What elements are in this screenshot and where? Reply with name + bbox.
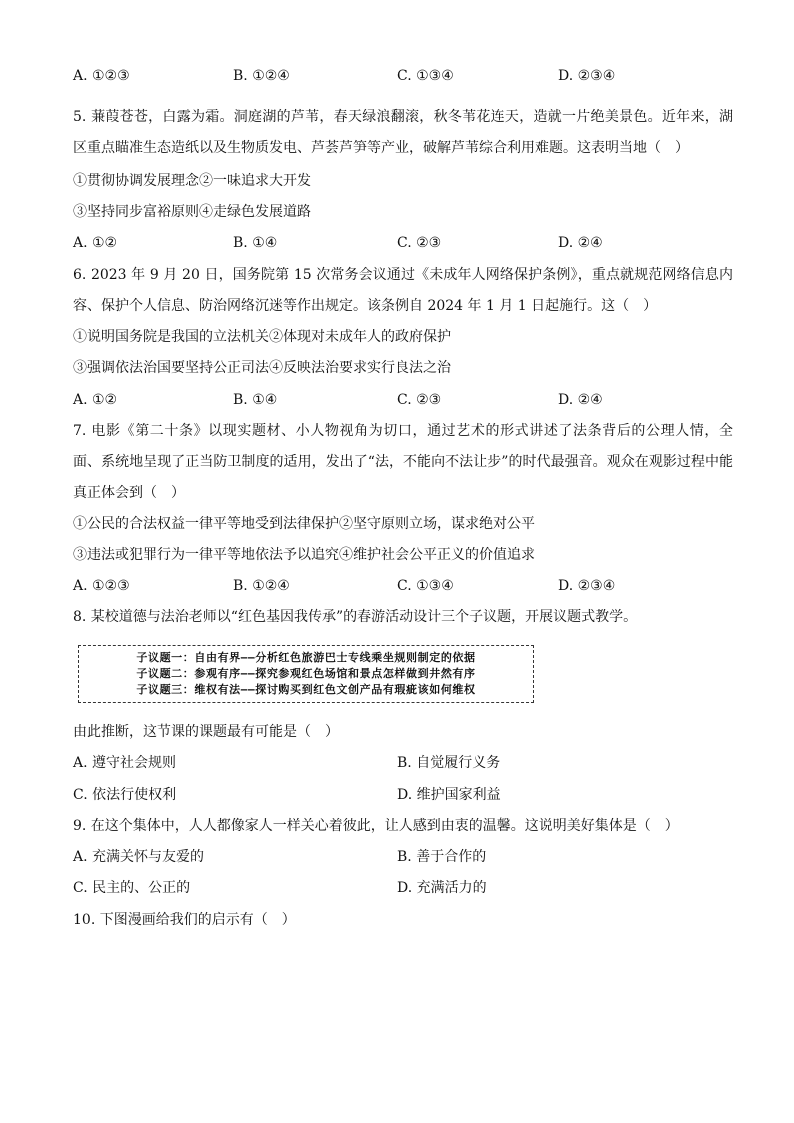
q7-option-c[interactable]: C. ①③④ [397,578,454,594]
q7-option-b[interactable]: B. ①②④ [233,578,290,594]
q8-subtopic-box [78,645,534,703]
q8-stem: 8. 某校道德与法治老师以“红色基因我传承”的春游活动设计三个子议题，开展议题式教学。 [73,609,638,625]
q9-stem: 9. 在这个集体中，人人都像家人一样关心着彼此，让人感到由衷的温馨。这说明美好集体是（ ） [73,818,679,834]
q6-option-b[interactable]: B. ①④ [233,392,278,408]
q8-subtopic-2: 子议题二：参观有序——探究参观红色场馆和景点怎样做到井然有序 [136,667,476,680]
q8-option-c[interactable]: C. 依法行使权利 [73,787,177,803]
q10-stem: 10. 下图漫画给我们的启示有（ ） [73,912,296,928]
q8-option-b[interactable]: B. 自觉履行义务 [397,755,501,771]
q9-option-b[interactable]: B. 善于合作的 [397,849,487,865]
q4-option-b[interactable]: B. ①②④ [233,68,290,84]
q6-option-d[interactable]: D. ②④ [558,392,603,408]
q5-option-d[interactable]: D. ②④ [558,235,603,251]
q5-statement-line-2: ③坚持同步富裕原则④走绿色发展道路 [73,204,311,220]
q8-subtopic-1: 子议题一：自由有界——分析红色旅游巴士专线乘坐规则制定的依据 [136,651,476,664]
q5-statement-line-1: ①贯彻协调发展理念②一味追求大开发 [73,173,311,189]
q9-option-c[interactable]: C. 民主的、公正的 [73,880,191,896]
q9-option-d[interactable]: D. 充满活力的 [397,880,487,896]
q4-option-a[interactable]: A. ①②③ [73,68,130,84]
q6-stem: 6. 2023 年 9 月 20 日，国务院第 15 次常务会议通过《未成年人网络保护条例》，重点就规范网络信息内容、保护个人信息、防治网络沉迷等作出规定。该条例自 2024 年 1 月 1 日起施行。这（ ） [73,267,733,314]
q4-option-d[interactable]: D. ②③④ [558,68,616,84]
q6-statement-line-2: ③强调依法治国要坚持公正司法④反映法治要求实行良法之治 [73,360,451,376]
q6-option-c[interactable]: C. ②③ [397,392,442,408]
q6-option-a[interactable]: A. ①② [73,392,118,408]
q7-option-a[interactable]: A. ①②③ [73,578,130,594]
q8-subtopic-3: 子议题三：维权有法——探讨购买到红色文创产品有瑕疵该如何维权 [136,683,476,696]
q6-statement-line-1: ①说明国务院是我国的立法机关②体现对未成年人的政府保护 [73,329,451,345]
q4-option-c[interactable]: C. ①③④ [397,68,454,84]
q8-question: 由此推断，这节课的课题最有可能是（ ） [73,724,339,740]
q5-option-a[interactable]: A. ①② [73,235,118,251]
q7-option-d[interactable]: D. ②③④ [558,578,616,594]
q7-statement-line-2: ③违法或犯罪行为一律平等地依法予以追究④维护社会公平正义的价值追求 [73,547,535,563]
q7-stem: 7. 电影《第二十条》以现实题材、小人物视角为切口，通过艺术的形式讲述了法条背后的公理人情，全面、系统地呈现了正当防卫制度的适用，发出了“法，不能向不法让步”的时代最强音。观众在观影过程中能真正体会到（ ） [73,423,733,501]
q7-statement-line-1: ①公民的合法权益一律平等地受到法律保护②坚守原则立场，谋求绝对公平 [73,516,535,532]
q5-option-c[interactable]: C. ②③ [397,235,442,251]
q5-stem: 5. 蒹葭苍苍，白露为霜。洞庭湖的芦苇，春天绿浪翻滚，秋冬苇花连天，造就一片绝美景色。近年来，湖区重点瞄准生态造纸以及生物质发电、芦荟芦笋等产业，破解芦苇综合利用难题。这表明当地（ ） [73,109,733,156]
q9-option-a[interactable]: A. 充满关怀与友爱的 [73,849,205,865]
q5-option-b[interactable]: B. ①④ [233,235,278,251]
q8-option-d[interactable]: D. 维护国家利益 [397,787,501,803]
q8-option-a[interactable]: A. 遵守社会规则 [73,755,177,771]
